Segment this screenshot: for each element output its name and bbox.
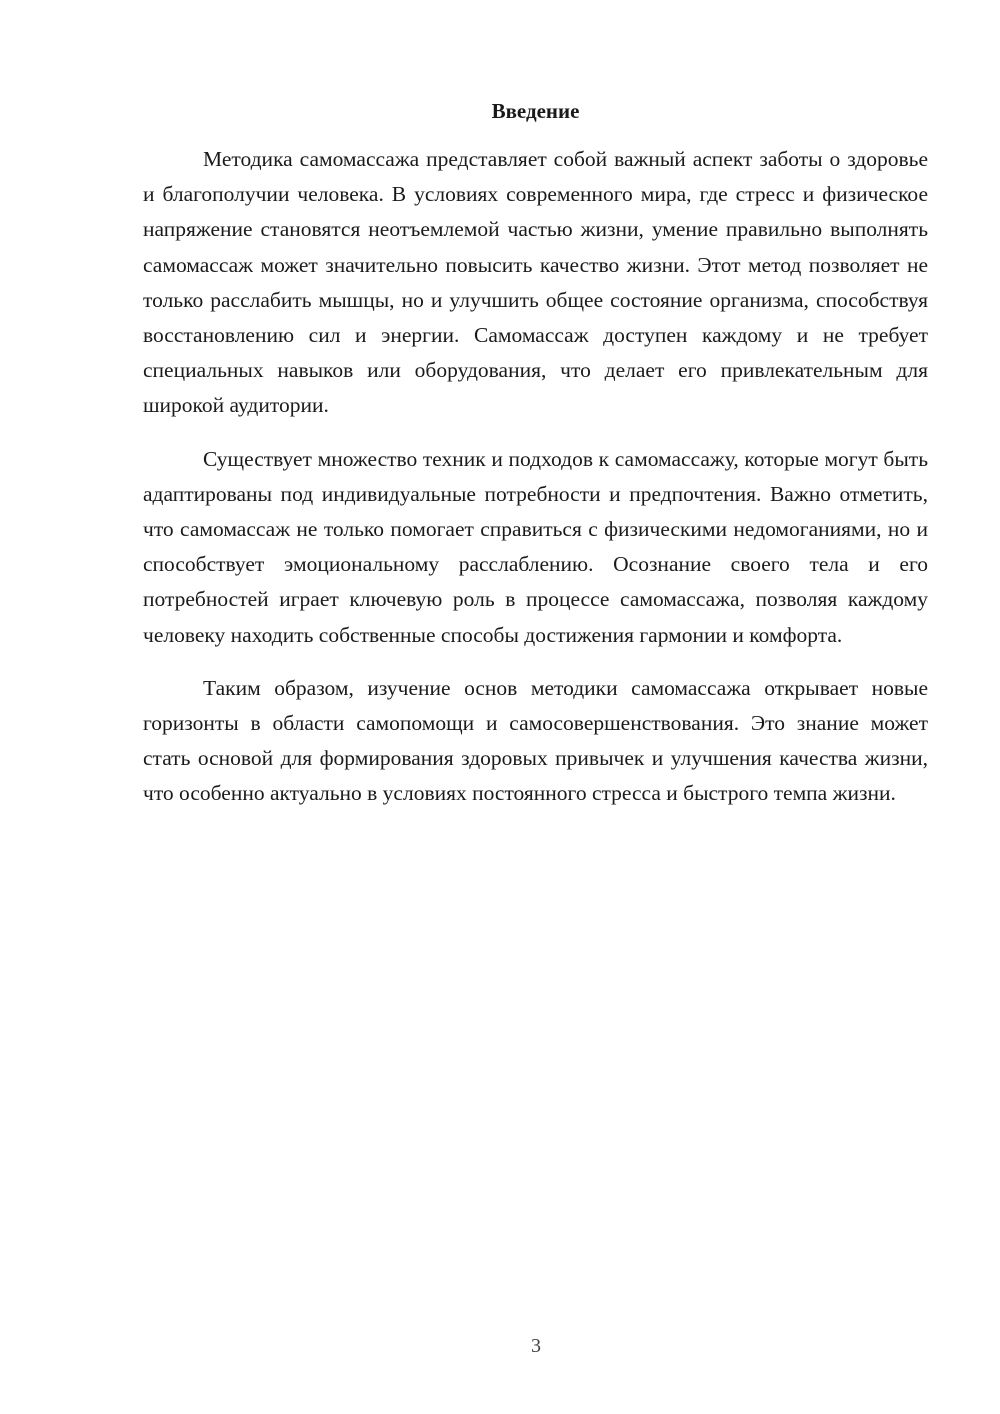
paragraph-techniques: Существует множество техник и подходов к самомассажу, которые могут быть адаптированы под индивидуальные потребности и предпочтения. Важно отметить, что самомассаж не только помогает справиться с физическими недомоганиями, но и способствует эмоциональному расслаблению. Осознание своего тела и его потребностей играет ключевую роль в процессе самомассажа, позволяя каждому человеку находить собственные способы достижения гармонии и комфорта. [143, 446, 928, 647]
section-title: Введение [491, 99, 580, 123]
page-number: 3 [531, 1335, 541, 1357]
paragraph-intro: Методика самомассажа представляет собой важный аспект заботы о здоровье и благополучии человека. В условиях современного мира, где стресс и физическое напряжение становятся неотъемлемой частью жизни, умение правильно выполнять самомассаж может значительно повысить качество жизни. Этот метод позволяет не только расслабить мышцы, но и улучшить общее состояние организма, способствуя восстановлению сил и энергии. Самомассаж доступен каждому и не требует специальных навыков или оборудования, что делает его привлекательным для широкой аудитории. [143, 147, 928, 418]
paragraph-conclusion: Таким образом, изучение основ методики самомассажа открывает новые горизонты в области самопомощи и самосовершенствования. Это знание может стать основой для формирования здоровых привычек и улучшения качества жизни, что особенно актуально в условиях постоянного стресса и быстрого темпа жизни. [143, 675, 928, 806]
body-text [143, 142, 928, 830]
